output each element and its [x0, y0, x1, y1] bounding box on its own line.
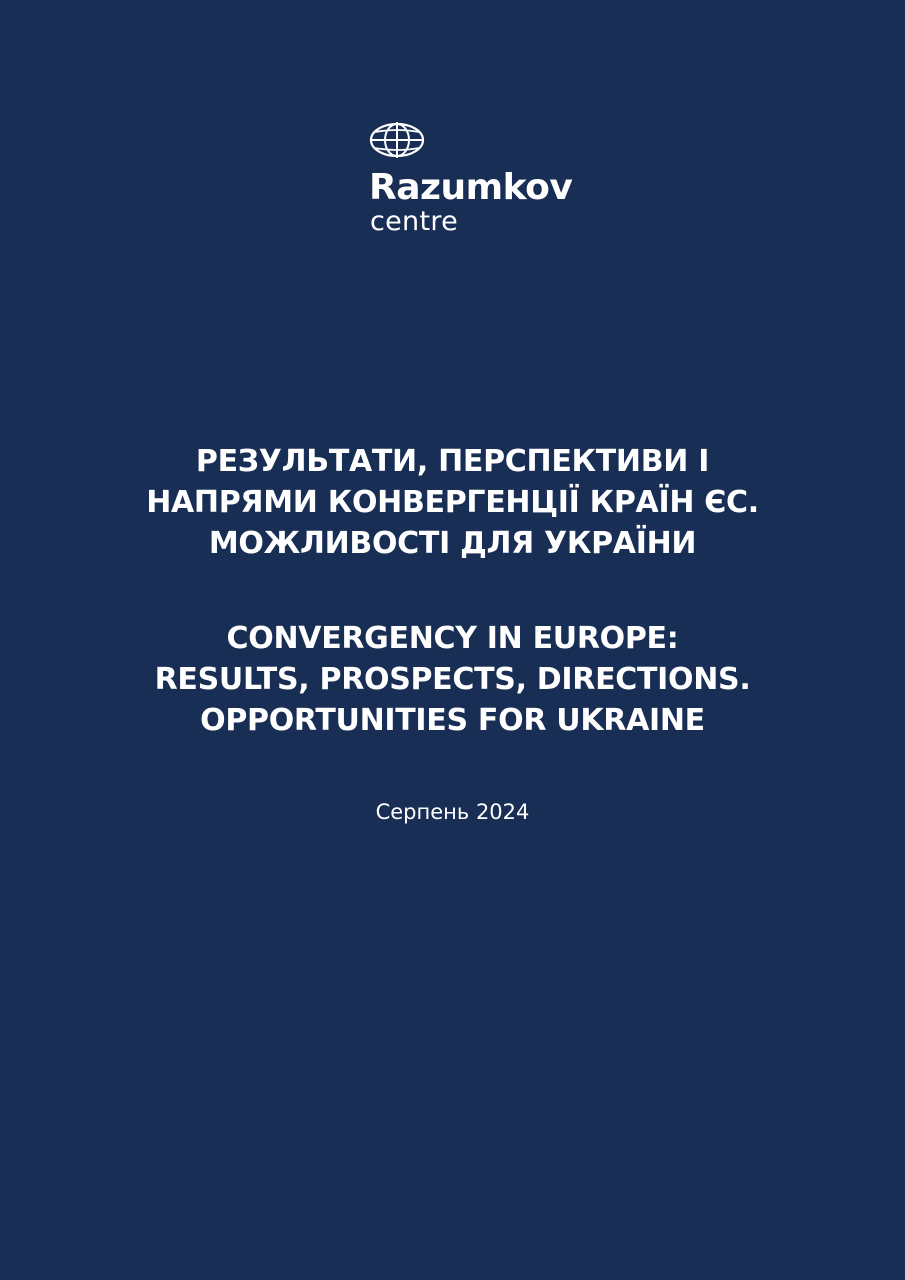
title-ukrainian [0, 441, 905, 564]
logo-subtitle: centre [370, 206, 459, 237]
title-en-line: CONVERGENCY IN EUROPE: [226, 621, 679, 656]
publication-date: Серпень 2024 [375, 800, 530, 824]
title-en-line: RESULTS, PROSPECTS, DIRECTIONS. [154, 662, 751, 697]
title-en-line: OPPORTUNITIES FOR UKRAINE [200, 703, 705, 738]
globe-icon [369, 121, 425, 159]
razumkov-logo [369, 121, 589, 241]
title-ua-line: НАПРЯМИ КОНВЕРГЕНЦІЇ КРАЇН ЄС. [146, 485, 759, 520]
title-english [0, 618, 905, 741]
title-ua-line: РЕЗУЛЬТАТИ, ПЕРСПЕКТИВИ І [195, 444, 710, 479]
title-ua-line: МОЖЛИВОСТІ ДЛЯ УКРАЇНИ [208, 526, 697, 561]
logo-name: Razumkov [369, 167, 573, 208]
